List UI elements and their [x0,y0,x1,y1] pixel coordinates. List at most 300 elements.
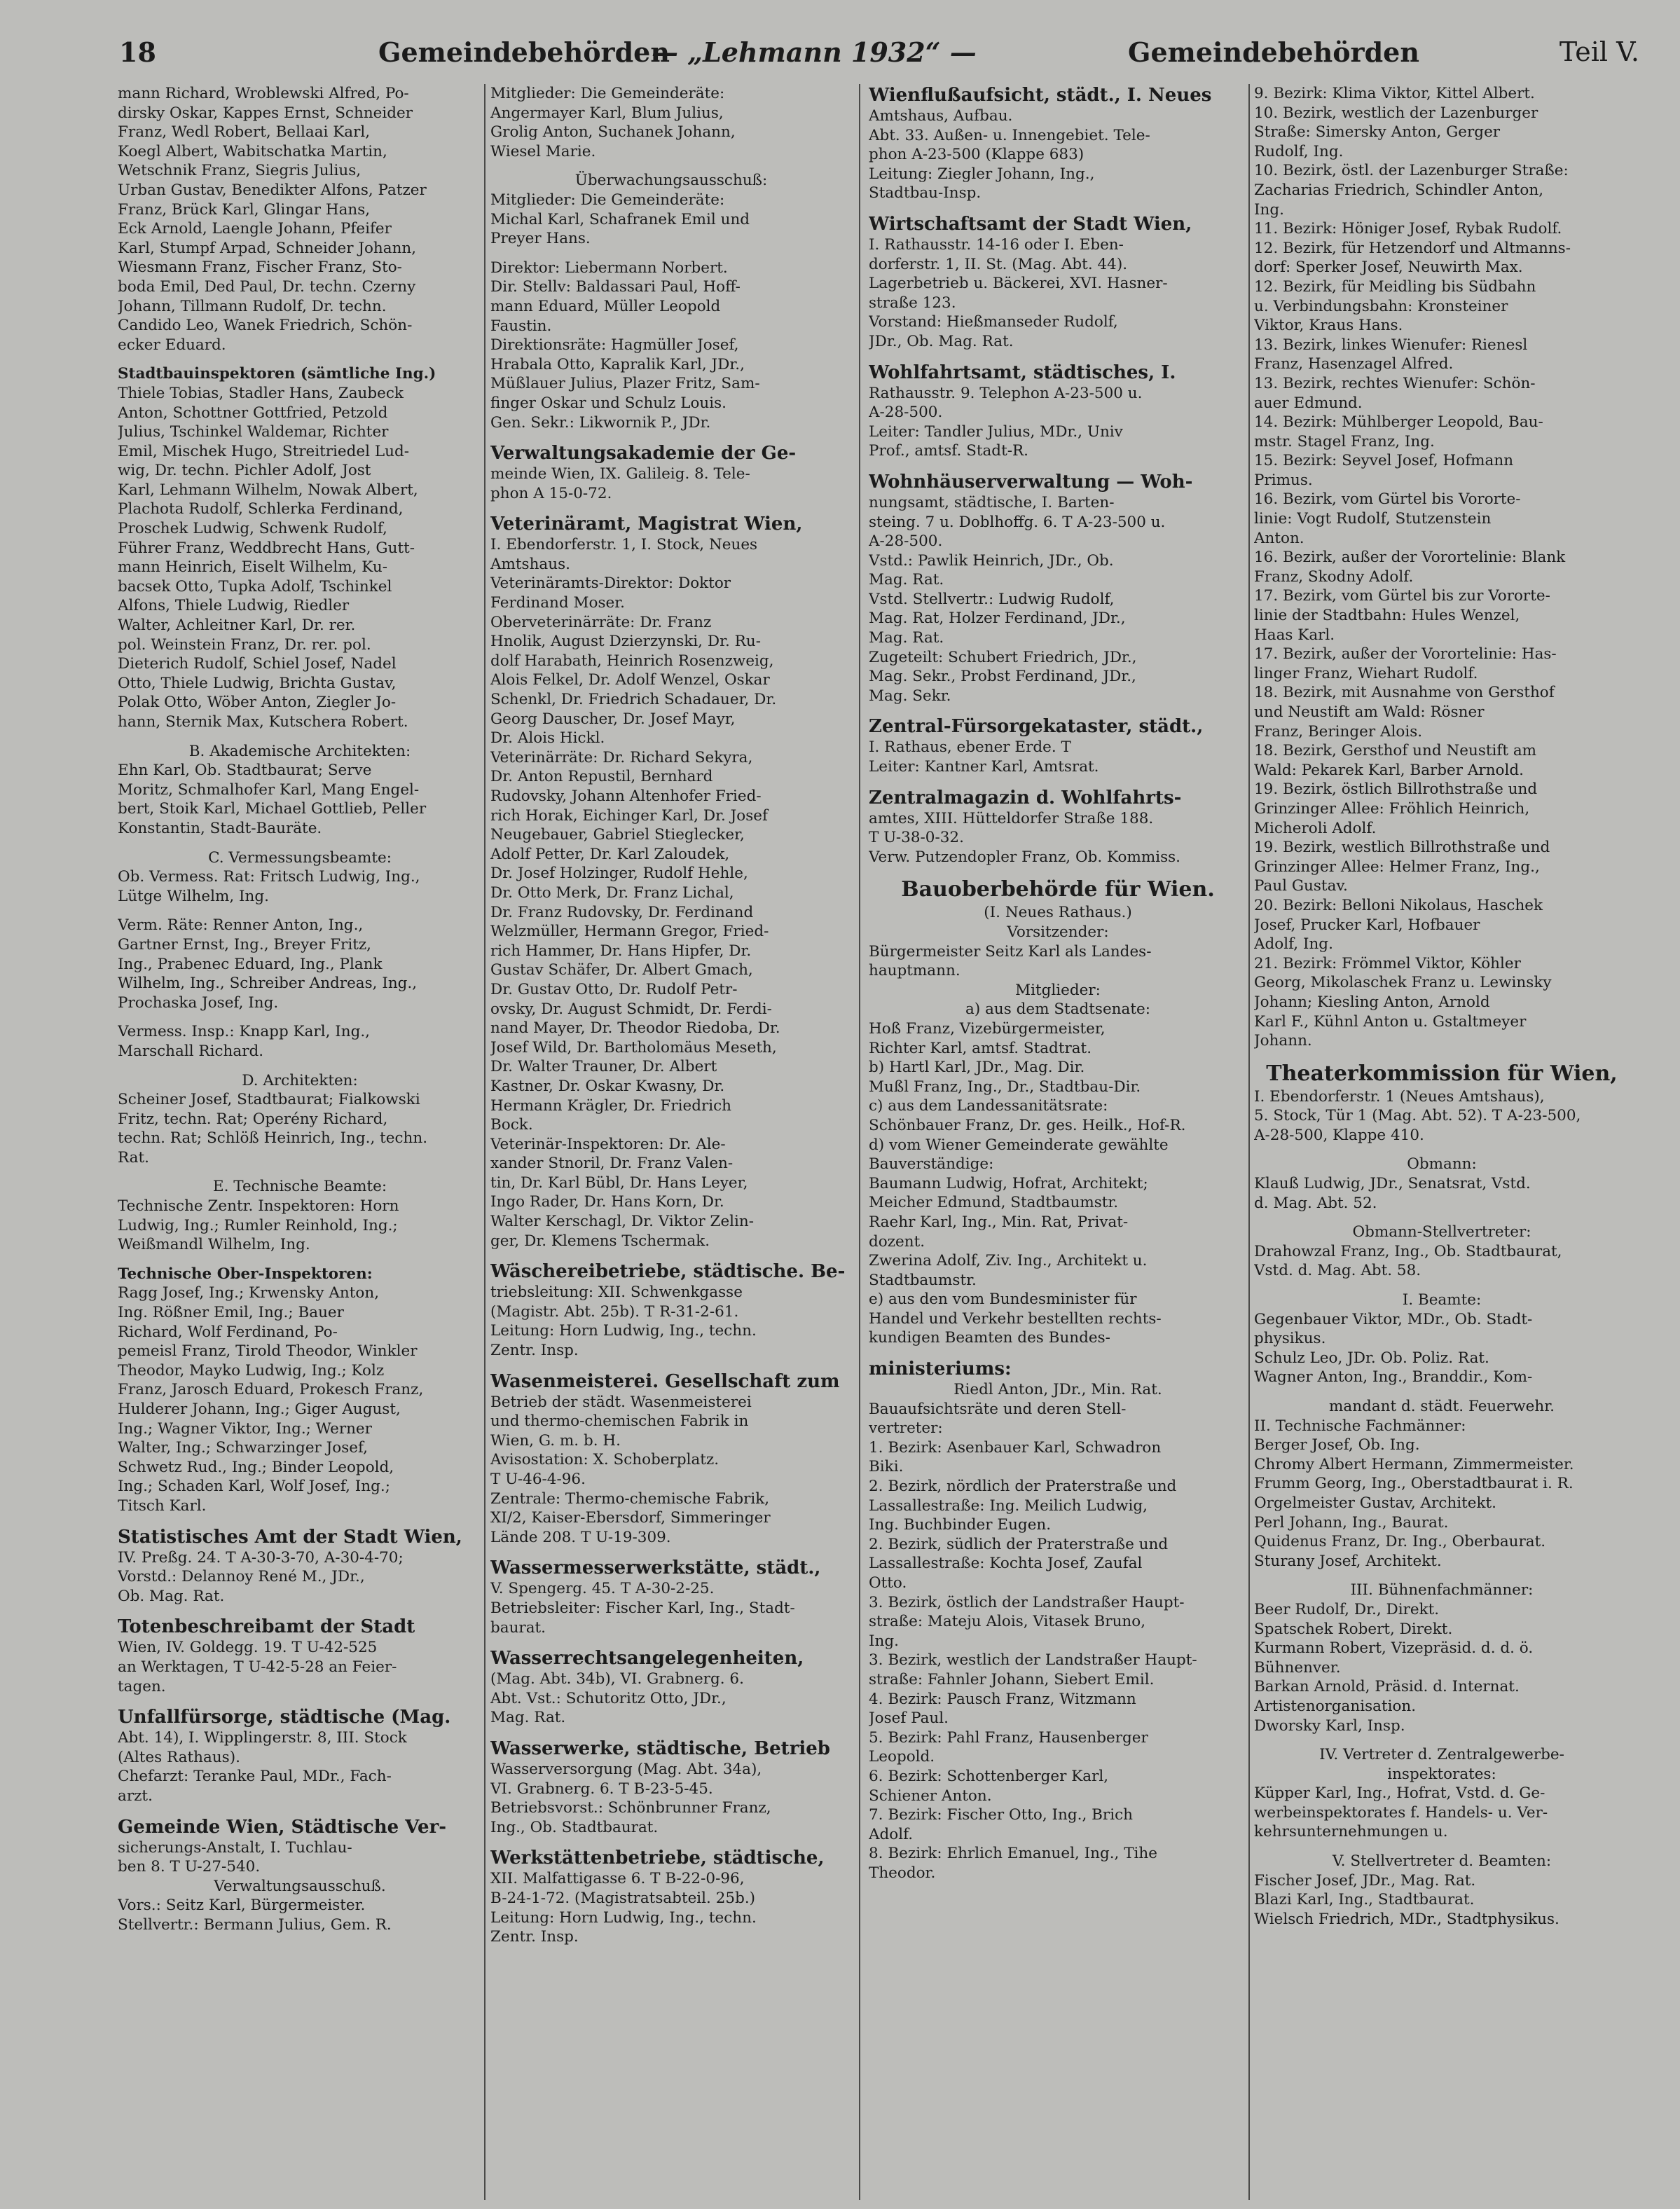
text-line: Neugebauer, Gabriel Stieglecker, [490,826,745,844]
text-line: Meicher Edmund, Stadtbaumstr. [869,1194,1119,1212]
text-line: Walter, Ing.; Schwarzinger Josef, [118,1439,368,1457]
text-line: Eck Arnold, Laengle Johann, Pfeifer [118,220,392,238]
text-line: mann Eduard, Müller Leopold [490,297,721,315]
text-line: Josef, Prucker Karl, Hofbauer [1254,916,1480,934]
text-line: Leitung: Horn Ludwig, Ing., techn. [490,1322,757,1340]
text-line: pol. Weinstein Franz, Dr. rer. pol. [118,635,371,654]
text-line: Spatschek Robert, Direkt. [1254,1620,1453,1638]
text-line: Raehr Karl, Ing., Min. Rat, Privat- [869,1213,1129,1231]
text-line: Dr. Walter Trauner, Dr. Albert [490,1058,717,1076]
text-line: Mag. Rat, Holzer Ferdinand, JDr., [869,610,1126,628]
header-right-title: Gemeindebehörden [1128,36,1419,68]
column-1 [118,84,482,2200]
text-line: Dieterich Rudolf, Schiel Josef, Nadel [118,655,397,673]
text-line: 14. Bezirk: Mühlberger Leopold, Bau- [1254,413,1543,432]
text-line: Richter Karl, amtsf. Stadtrat. [869,1039,1092,1057]
text-line: 17. Bezirk, außer der Vorortelinie: Has- [1254,645,1557,663]
text-line: Wilhelm, Ing., Schreiber Andreas, Ing., [118,975,418,993]
text-line: Viktor, Kraus Hans. [1254,317,1403,335]
text-line: Direktor: Liebermann Norbert. [490,259,728,277]
text-line: Oberveterinärräte: Dr. Franz [490,613,712,631]
text-line: Gen. Sekr.: Likwornik P., JDr. [490,413,711,432]
text-line: Obmann: [1407,1155,1477,1174]
text-line: nungsamt, städtische, I. Barten- [869,493,1115,511]
text-line: Technische Ober-Inspektoren: [118,1265,373,1283]
text-line: Alois Felkel, Dr. Adolf Wenzel, Oskar [490,671,770,689]
text-line: Grinzinger Allee: Helmer Franz, Ing., [1254,858,1540,876]
text-line: Ing., Ob. Stadtbaurat. [490,1818,659,1836]
text-line: 4. Bezirk: Pausch Franz, Witzmann [869,1690,1136,1708]
text-line: Theodor, Mayko Ludwig, Ing.; Kolz [118,1361,385,1379]
text-line: Dir. Stellv: Baldassari Paul, Hoff- [490,278,741,296]
text-line: Rathausstr. 9. Telephon A-23-500 u. [869,384,1143,402]
text-line: Vstd.: Pawlik Heinrich, JDr., Ob. [869,551,1114,570]
text-line: Gegenbauer Viktor, MDr., Ob. Stadt- [1254,1310,1533,1328]
text-line: straße: Mateju Alois, Vitasek Bruno, [869,1613,1146,1631]
text-line: Hnolik, August Dzierzynski, Dr. Ru- [490,633,761,651]
text-line: Veterinär-Inspektoren: Dr. Ale- [490,1135,726,1153]
text-line: Zentralmagazin d. Wohlfahrts- [869,787,1182,808]
text-line: Mußl Franz, Ing., Dr., Stadtbau-Dir. [869,1078,1141,1096]
text-line: Schiener Anton. [869,1787,992,1805]
text-line: Adolf, Ing. [1254,935,1333,954]
text-line: Ing.; Wagner Viktor, Ing.; Werner [118,1419,372,1438]
text-line: Paul Gustav. [1254,877,1348,895]
text-line: Abt. 33. Außen- u. Innengebiet. Tele- [869,126,1150,144]
text-line: Zugeteilt: Schubert Friedrich, JDr., [869,648,1137,666]
text-line: hauptmann. [869,962,961,980]
text-line: Abt. 14), I. Wipplingerstr. 8, III. Stock [118,1729,407,1747]
text-line: sicherungs-Anstalt, I. Tuchlau- [118,1838,352,1857]
text-line: kundigen Beamten des Bundes- [869,1329,1110,1347]
text-line: Zacharias Friedrich, Schindler Anton, [1254,181,1544,199]
text-line: Wien, G. m. b. H. [490,1431,621,1450]
text-line: Zwerina Adolf, Ziv. Ing., Architekt u. [869,1252,1148,1270]
text-line: auer Edmund. [1254,394,1363,412]
text-line: 1. Bezirk: Asenbauer Karl, Schwadron [869,1438,1162,1457]
text-line: Technische Zentr. Inspektoren: Horn [118,1197,399,1216]
text-line: steing. 7 u. Doblhoffg. 6. T A-23-500 u. [869,513,1166,531]
text-line: Verwaltungsausschuß. [214,1877,386,1895]
page-number: 18 [119,36,156,68]
text-line: xander Stnoril, Dr. Franz Valen- [490,1155,734,1173]
text-line: nand Mayer, Dr. Theodor Riedoba, Dr. [490,1019,780,1038]
text-line: Sturany Josef, Architekt. [1254,1552,1442,1570]
text-line: Primus. [1254,471,1313,489]
text-line: techn. Rat; Schlöß Heinrich, Ing., techn. [118,1129,428,1148]
text-line: ecker Eduard. [118,336,226,354]
text-line: Josef Wild, Dr. Bartholomäus Meseth, [490,1038,777,1057]
text-line: wig, Dr. techn. Pichler Adolf, Jost [118,462,371,480]
text-line: I. Rathaus, ebener Erde. T [869,738,1071,757]
text-line: C. Vermessungsbeamte: [208,848,392,867]
text-line: 19. Bezirk, westlich Billrothstraße und [1254,839,1550,857]
text-line: Ob. Mag. Rat. [118,1587,225,1605]
text-line: 5. Stock, Tür 1 (Mag. Abt. 52). T A-23-500, [1254,1107,1581,1125]
text-line: Berger Josef, Ob. Ing. [1254,1436,1420,1454]
text-line: Führer Franz, Weddbrecht Hans, Gutt- [118,539,415,557]
text-line: Wiesel Marie. [490,142,596,160]
text-line: an Werktagen, T U-42-5-28 an Feier- [118,1658,397,1676]
text-line: 16. Bezirk, vom Gürtel bis Vororte- [1254,490,1521,509]
text-line: u. Verbindungsbahn: Kronsteiner [1254,297,1508,315]
text-line: Konstantin, Stadt-Bauräte. [118,819,322,837]
text-line: 3. Bezirk, westlich der Landstraßer Haupt- [869,1651,1197,1670]
text-line: und Neustift am Wald: Rösner [1254,703,1485,721]
text-line: Anton. [1254,529,1304,547]
text-line: Ing. [869,1632,899,1650]
text-line: Michal Karl, Schafranek Emil und [490,210,750,228]
text-line: Wetschnik Franz, Siegris Julius, [118,162,362,180]
text-line: 12. Bezirk, für Hetzendorf und Altmanns- [1254,239,1571,257]
text-line: Weißmandl Wilhelm, Ing. [118,1236,310,1254]
text-line: Johann. [1254,1032,1312,1050]
text-line: 10. Bezirk, östl. der Lazenburger Straße: [1254,162,1569,180]
text-line: Otto, Thiele Ludwig, Brichta Gustav, [118,674,397,692]
text-line: 21. Bezirk: Frömmel Viktor, Köhler [1254,954,1521,972]
text-line: Veterinäramt, Magistrat Wien, [490,514,803,535]
text-line: Gartner Ernst, Ing., Breyer Fritz, [118,935,372,954]
text-line: Ferdinand Moser. [490,594,625,612]
text-line: Johann; Kiesling Anton, Arnold [1254,993,1490,1011]
text-line: bacsek Otto, Tupka Adolf, Tschinkel [118,577,392,596]
text-line: Müßlauer Julius, Plazer Fritz, Sam- [490,375,760,393]
text-line: Amtshaus. [490,555,570,573]
text-line: mstr. Stagel Franz, Ing. [1254,432,1435,450]
text-line: Hulderer Johann, Ing.; Giger August, [118,1401,401,1418]
text-line: Straße: Simersky Anton, Gerger [1254,123,1501,142]
text-line: arzt. [118,1787,153,1805]
text-line: Karl, Lehmann Wilhelm, Nowak Albert, [118,481,418,499]
text-line: Leiter: Tandler Julius, MDr., Univ [869,422,1123,441]
text-line: Julius, Tschinkel Waldemar, Richter [118,423,389,441]
text-line: Wiesmann Franz, Fischer Franz, Sto- [118,259,402,277]
text-line: Ing.; Schaden Karl, Wolf Josef, Ing.; [118,1478,390,1496]
text-line: dozent. [869,1232,925,1251]
text-line: Vors.: Seitz Karl, Bürgermeister. [118,1897,366,1915]
text-line: 20. Bezirk: Belloni Nikolaus, Haschek [1254,896,1543,914]
text-line: Ingo Rader, Dr. Hans Korn, Dr. [490,1193,724,1211]
text-line: 11. Bezirk: Höniger Josef, Rybak Rudolf. [1254,220,1562,238]
text-line: Quidenus Franz, Dr. Ing., Oberbaurat. [1254,1533,1546,1551]
text-line: Direktionsräte: Hagmüller Josef, [490,336,739,355]
text-line: boda Emil, Ded Paul, Dr. techn. Czerny [118,277,416,296]
text-line: Haas Karl. [1254,626,1335,644]
text-line: Emil, Mischek Hugo, Streitriedel Lud- [118,442,409,460]
text-line: Gemeinde Wien, Städtische Ver- [118,1816,447,1838]
text-line: straße: Fahnler Johann, Siebert Emil. [869,1670,1155,1688]
text-line: 3. Bezirk, östlich der Landstraßer Haupt- [869,1593,1185,1611]
text-line: ovsky, Dr. August Schmidt, Dr. Ferdi- [490,1000,772,1018]
text-line: b) Hartl Karl, JDr., Mag. Dir. [869,1059,1085,1077]
text-line: mann Richard, Wroblewski Alfred, Po- [118,85,409,102]
text-line: Überwachungsausschuß: [574,172,768,190]
text-line: Polak Otto, Wöber Anton, Ziegler Jo- [118,694,397,712]
text-line: Wohnhäuserverwaltung — Woh- [869,471,1193,493]
text-line: 17. Bezirk, vom Gürtel bis zur Vororte- [1254,587,1550,605]
text-line: Baumann Ludwig, Hofrat, Architekt; [869,1174,1148,1192]
text-line: Plachota Rudolf, Schlerka Ferdinand, [118,500,404,518]
text-line: (Altes Rathaus). [118,1748,240,1766]
text-line: Leiter: Kantner Karl, Amtsrat. [869,758,1099,776]
text-line: Schwetz Rud., Ing.; Binder Leopold, [118,1458,394,1476]
text-line: Drahowzal Franz, Ing., Ob. Stadtbaurat, [1254,1242,1562,1260]
text-line: Lütge Wilhelm, Ing. [118,887,269,905]
text-line: Bauaufsichtsräte und deren Stell- [869,1400,1127,1418]
text-line: Chromy Albert Hermann, Zimmermeister. [1254,1455,1574,1473]
text-line: Zentr. Insp. [490,1342,579,1360]
header-left-title: Gemeindebehörden [378,36,670,68]
text-line: Dr. Gustav Otto, Dr. Rudolf Petr- [490,980,738,998]
text-line: Obmann-Stellvertreter: [1352,1223,1531,1241]
text-line: Mitglieder: [1015,981,1101,999]
text-line: Franz, Skodny Adolf. [1254,567,1414,586]
text-line: Candido Leo, Wanek Friedrich, Schön- [118,317,413,335]
text-line: phon A 15-0-72. [490,484,612,502]
text-line: Wald: Pekarek Karl, Barber Arnold. [1254,761,1524,779]
text-line: Grolig Anton, Suchanek Johann, [490,123,736,142]
text-line: Wielsch Friedrich, MDr., Stadtphysikus. [1254,1910,1559,1928]
text-line: Klauß Ludwig, JDr., Senatsrat, Vstd. [1254,1175,1531,1193]
text-line: Amtshaus, Aufbau. [869,107,1013,125]
text-line: Mag. Sekr. [869,687,951,705]
text-line: Handel und Verkehr bestellten rechts- [869,1309,1162,1328]
text-line: Verm. Räte: Renner Anton, Ing., [118,916,364,935]
text-line: Vorstand: Hießmanseder Rudolf, [869,313,1118,331]
text-line: linie der Stadtbahn: Hules Wenzel, [1254,607,1520,625]
text-line: Prof., amtsf. Stadt-R. [869,442,1028,460]
text-line: Theodor. [869,1864,936,1882]
text-line: Otto. [869,1574,907,1592]
text-line: d) vom Wiener Gemeinderate gewählte [869,1136,1169,1154]
text-line: XII. Malfattigasse 6. T B-22-0-96, [490,1870,745,1888]
text-line: Artistenorganisation. [1254,1697,1417,1715]
text-line: Moritz, Schmalhofer Karl, Mang Engel- [118,780,420,799]
text-line: 16. Bezirk, außer der Vorortelinie: Blank [1254,549,1566,567]
text-line: Lassallestraße: Kochta Josef, Zaufal [869,1555,1143,1573]
text-line: Schulz Leo, JDr. Ob. Poliz. Rat. [1254,1349,1489,1367]
text-line: V. Spengerg. 45. T A-30-2-25. [490,1580,715,1598]
text-line: IV. Vertreter d. Zentralgewerbe- [1319,1746,1564,1764]
text-line: vertreter: [869,1419,943,1438]
header-part: Teil V. [1559,36,1639,67]
text-line: mandant d. städt. Feuerwehr. [1329,1398,1555,1415]
text-line: 7. Bezirk: Fischer Otto, Ing., Brich [869,1806,1133,1824]
text-line: Perl Johann, Ing., Baurat. [1254,1513,1449,1532]
column-4 [1254,84,1630,2200]
text-line: Biki. [869,1458,904,1476]
text-line: Avisostation: X. Schoberplatz. [490,1451,719,1469]
text-line: Ragg Josef, Ing.; Krwensky Anton, [118,1284,380,1302]
text-line: Adolf Petter, Dr. Karl Zaloudek, [490,845,730,863]
text-line: Veterinärräte: Dr. Richard Sekyra, [490,748,753,766]
text-line: Zentrale: Thermo-chemische Fabrik, [490,1489,770,1508]
text-line: Zentral-Fürsorgekataster, städt., [869,716,1204,738]
text-line: Wirtschaftsamt der Stadt Wien, [869,213,1192,235]
text-line: ministeriums: [869,1358,1012,1380]
text-line: Werkstättenbetriebe, städtische, [490,1847,825,1869]
text-line: Lassallestraße: Ing. Meilich Ludwig, [869,1496,1148,1515]
text-line: ben 8. T U-27-540. [118,1858,261,1876]
text-line: Georg Dauscher, Dr. Josef Mayr, [490,710,736,728]
text-line: Bühnenver. [1254,1658,1341,1677]
text-line: Unfallfürsorge, städtische (Mag. [118,1707,451,1728]
text-line: Vstd. d. Mag. Abt. 58. [1254,1262,1421,1280]
text-line: Mitglieder: Die Gemeinderäte: [490,191,725,209]
text-line: Welzmüller, Hermann Gregor, Fried- [490,923,769,941]
text-line: Küpper Karl, Ing., Hofrat, Vstd. d. Ge- [1254,1784,1545,1803]
text-line: D. Architekten: [242,1071,358,1089]
column-divider [484,84,486,2200]
text-line: 2. Bezirk, nördlich der Praterstraße und [869,1478,1177,1496]
text-line: Stellvertr.: Bermann Julius, Gem. R. [118,1915,392,1934]
text-line: 10. Bezirk, westlich der Lazenburger [1254,104,1538,122]
text-line: Dr. Josef Holzinger, Rudolf Hehle, [490,865,748,883]
text-line: ger, Dr. Klemens Tschermak. [490,1232,710,1250]
text-line: Lände 208. T U-19-309. [490,1528,671,1546]
text-line: linger Franz, Wiehart Rudolf. [1254,664,1478,682]
text-line: mann Heinrich, Eiselt Wilhelm, Ku- [118,558,387,577]
text-line: I. Ebendorferstr. 1, I. Stock, Neues [490,536,758,554]
text-line: Betriebsvorst.: Schönbrunner Franz, [490,1799,771,1817]
text-line: 15. Bezirk: Seyvel Josef, Hofmann [1254,452,1514,470]
text-line: Ing., Prabenec Eduard, Ing., Plank [118,955,383,973]
text-line: 9. Bezirk: Klima Viktor, Kittel Albert. [1254,85,1535,102]
text-line: Riedl Anton, JDr., Min. Rat. [953,1381,1162,1399]
text-line: 18. Bezirk, mit Ausnahme von Gersthof [1254,684,1555,702]
text-line: E. Technische Beamte: [212,1178,387,1196]
text-line: Rat. [118,1148,149,1167]
text-line: Franz, Beringer Alois. [1254,722,1423,741]
text-line: Kastner, Dr. Oskar Kwasny, Dr. [490,1077,725,1095]
text-line: I. Rathausstr. 14-16 oder I. Eben- [869,235,1124,254]
text-line: T U-46-4-96. [490,1471,586,1488]
text-line: Chefarzt: Teranke Paul, MDr., Fach- [118,1768,392,1786]
text-line: Franz, Jarosch Eduard, Prokesch Franz, [118,1381,424,1399]
text-line: hann, Sternik Max, Kutschera Robert. [118,713,408,731]
text-line: Bürgermeister Seitz Karl als Landes- [869,942,1152,961]
text-line: phon A-23-500 (Klappe 683) [869,146,1085,164]
text-line: Mag. Rat. [869,571,944,589]
text-line: Wassermesserwerkstätte, städt., [490,1557,821,1579]
text-line: 6. Bezirk: Schottenberger Karl, [869,1767,1109,1785]
page-header [119,36,1639,78]
text-line: Dworsky Karl, Insp. [1254,1716,1405,1735]
text-line: Richard, Wolf Ferdinand, Po- [118,1323,338,1341]
text-line: dirsky Oskar, Kappes Ernst, Schneider [118,104,413,122]
text-line: Verwaltungsakademie der Ge- [490,443,797,464]
text-line: e) aus den vom Bundesminister für [869,1291,1137,1309]
text-line: Stadtbaumstr. [869,1271,977,1289]
text-line: B-24-1-72. (Magistratsabteil. 25b.) [490,1889,756,1907]
text-line: inspektorates: [1387,1765,1496,1783]
text-line: I. Ebendorferstr. 1 (Neues Amtshaus), [1254,1087,1545,1106]
text-line: Karl F., Kühnl Anton u. Gstaltmeyer [1254,1012,1527,1031]
text-line: VI. Grabnerg. 6. T B-23-5-45. [490,1780,713,1798]
text-line: Ob. Vermess. Rat: Fritsch Ludwig, Ing., [118,868,420,886]
text-line: Mitglieder: Die Gemeinderäte: [490,85,725,102]
text-line: III. Bühnenfachmänner: [1350,1581,1534,1599]
text-line: Mag. Sekr., Probst Ferdinand, JDr., [869,668,1136,686]
text-line: 2. Bezirk, südlich der Praterstraße und [869,1535,1169,1553]
text-line: Urban Gustav, Benedikter Alfons, Patzer [118,181,427,199]
text-line: Rudovsky, Johann Altenhofer Fried- [490,787,762,805]
text-line: Stadtbauinspektoren (sämtliche Ing.) [118,365,436,383]
text-line: (I. Neues Rathaus.) [984,904,1132,922]
text-line: Leopold. [869,1748,935,1766]
text-line: Ing. Rößner Emil, Ing.; Bauer [118,1304,344,1322]
text-line: II. Technische Fachmänner: [1254,1417,1466,1435]
text-line: Zentr. Insp. [490,1928,579,1946]
text-line: Gustav Schäfer, Dr. Albert Gmach, [490,961,753,979]
text-line: Wien, IV. Goldegg. 19. T U-42-525 [118,1639,378,1657]
text-line: Alfons, Thiele Ludwig, Riedler [118,597,350,615]
text-line: Bauverständige: [869,1155,994,1174]
text-line: (Magistr. Abt. 25b). T R-31-2-61. [490,1302,739,1321]
text-line: Schenkl, Dr. Friedrich Schadauer, Dr. [490,691,777,709]
text-line: Wasserrechtsangelegenheiten, [490,1648,804,1670]
text-line: 19. Bezirk, östlich Billrothstraße und [1254,780,1538,799]
column-divider [859,84,860,2200]
text-line: Ing. Buchbinder Eugen. [869,1516,1052,1534]
text-line: Leitung: Horn Ludwig, Ing., techn. [490,1908,757,1927]
text-line: Karl, Stumpf Arpad, Schneider Johann, [118,239,417,257]
text-line: Wäschereibetriebe, städtische. Be- [490,1261,846,1283]
text-line: triebsleitung: XII. Schwenkgasse [490,1284,743,1302]
text-line: Micheroli Adolf. [1254,819,1377,837]
text-line: Mag. Rat. [490,1709,566,1727]
text-line: Bauoberbehörde für Wien. [901,877,1215,902]
text-line: Walter Kerschagl, Dr. Viktor Zelin- [490,1213,755,1231]
text-line: d. Mag. Abt. 52. [1254,1194,1377,1212]
text-line: Veterinäramts-Direktor: Doktor [490,574,731,593]
text-line: Franz, Wedl Robert, Bellaai Karl, [118,123,371,142]
text-line: Georg, Mikolaschek Franz u. Lewinsky [1254,974,1552,992]
text-line: Schönbauer Franz, Dr. ges. Heilk., Hof-R. [869,1116,1186,1134]
text-line: 8. Bezirk: Ehrlich Emanuel, Ing., Tihe [869,1845,1158,1863]
text-line: Wasserwerke, städtische, Betrieb [490,1737,830,1759]
text-line: physikus. [1254,1330,1326,1348]
text-line: T U-38-0-32. [869,829,964,847]
text-line: Rudolf, Ing. [1254,142,1344,160]
text-line: Thiele Tobias, Stadler Hans, Zaubeck [118,384,404,402]
text-line: Betrieb der städt. Wasenmeisterei [490,1393,752,1411]
text-line: dorf: Sperker Josef, Neuwirth Max. [1254,259,1523,277]
text-line: Ludwig, Ing.; Rumler Reinhold, Ing.; [118,1216,398,1234]
text-line: Franz, Brück Karl, Glingar Hans, [118,200,371,219]
text-line: A-28-500, Klappe 410. [1254,1126,1424,1144]
text-line: Totenbeschreibamt der Stadt [118,1616,415,1638]
text-line: Statistisches Amt der Stadt Wien, [118,1526,462,1548]
text-line: a) aus dem Stadtsenate: [965,1000,1150,1019]
text-line: Wagner Anton, Ing., Branddir., Kom- [1254,1368,1533,1386]
text-line: V. Stellvertreter d. Beamten: [1332,1852,1552,1871]
text-line: JDr., Ob. Mag. Rat. [869,332,1014,350]
text-line: Fritz, techn. Rat; Operény Richard, [118,1110,388,1128]
text-line: Frumm Georg, Ing., Oberstadtbaurat i. R. [1254,1475,1574,1493]
text-line: Vorstd.: Delannoy René M., JDr., [118,1568,365,1586]
text-line: IV. Preßg. 24. T A-30-3-70, A-30-4-70; [118,1548,404,1567]
text-line: Dr. Otto Merk, Dr. Franz Lichal, [490,883,734,902]
text-line: 5. Bezirk: Pahl Franz, Hausenberger [869,1728,1148,1747]
text-line: Stadtbau-Insp. [869,184,982,202]
text-line: Marschall Richard. [118,1042,264,1060]
text-line: Koegl Albert, Wabitschatka Martin, [118,142,387,160]
text-line: Preyer Hans. [490,230,591,248]
text-line: 13. Bezirk, rechtes Wienufer: Schön- [1254,374,1536,392]
text-line: B. Akademische Architekten: [188,742,411,760]
text-line: meinde Wien, IX. Galileig. 8. Tele- [490,465,750,483]
